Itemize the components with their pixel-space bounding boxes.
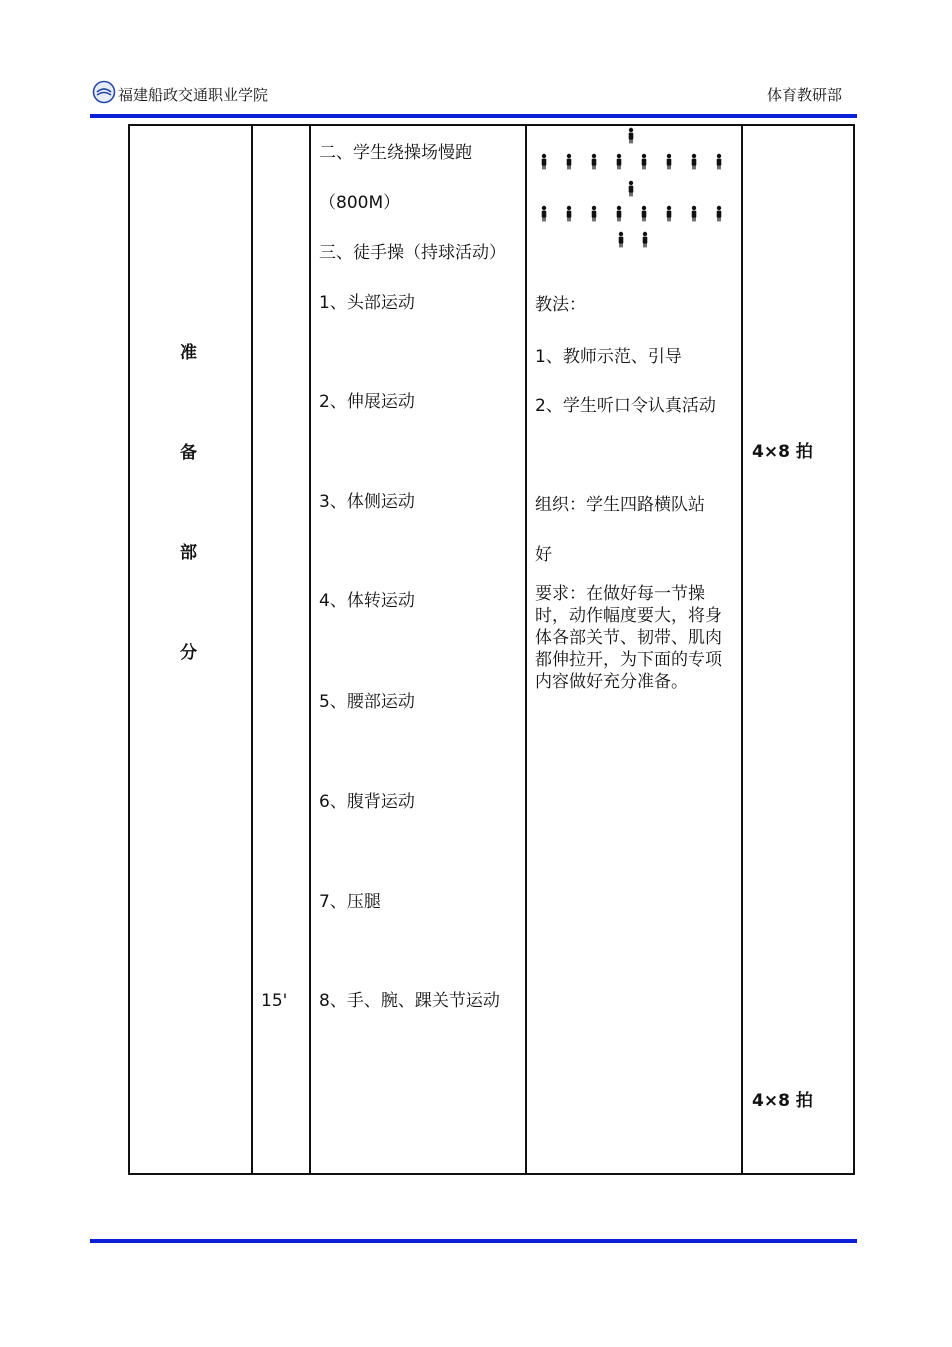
beats-value: 4×8 拍 bbox=[752, 442, 813, 462]
header-divider bbox=[90, 114, 857, 118]
time-cell bbox=[253, 124, 311, 1175]
person-icon bbox=[717, 206, 722, 222]
section-char: 备 bbox=[180, 443, 197, 463]
content-item: 6、腹背运动 bbox=[319, 792, 415, 812]
content-item: 3、体侧运动 bbox=[319, 492, 415, 512]
person-icon bbox=[629, 128, 634, 144]
content-item: 二、学生绕操场慢跑 bbox=[319, 143, 472, 163]
content-item: 1、头部运动 bbox=[319, 293, 415, 313]
person-icon bbox=[592, 206, 597, 222]
content-item: 5、腰部运动 bbox=[319, 692, 415, 712]
method-step: 2、学生听口令认真活动 bbox=[535, 396, 716, 416]
person-icon bbox=[667, 154, 672, 170]
section-cell bbox=[128, 124, 253, 1175]
content-item: 4、体转运动 bbox=[319, 591, 415, 611]
department-name: 体育教研部 bbox=[766, 86, 842, 104]
person-icon bbox=[619, 232, 624, 248]
person-icon bbox=[692, 206, 697, 222]
person-icon bbox=[567, 154, 572, 170]
school-name: 福建船政交通职业学院 bbox=[118, 86, 269, 104]
person-icon bbox=[617, 154, 622, 170]
section-char: 准 bbox=[180, 343, 197, 363]
person-icon bbox=[717, 154, 722, 170]
time-value: 15' bbox=[261, 991, 288, 1011]
organization-text: 组织：学生四路横队站 bbox=[535, 495, 705, 515]
section-char: 分 bbox=[180, 643, 197, 663]
person-icon bbox=[629, 181, 634, 197]
person-icon bbox=[692, 154, 697, 170]
person-icon bbox=[567, 206, 572, 222]
method-step: 1、教师示范、引导 bbox=[535, 347, 682, 367]
requirement-text: 要求：在做好每一节操时，动作幅度要大，将身体各部关节、韧带、肌肉都伸拉开，为下面的专项内容做好充分准备。 bbox=[535, 584, 722, 692]
content-item: 7、压腿 bbox=[319, 892, 381, 912]
section-char: 部 bbox=[180, 543, 197, 563]
lesson-plan-table bbox=[128, 124, 855, 1175]
content-item: 三、徒手操（持球活动） bbox=[319, 243, 506, 263]
header-school bbox=[92, 74, 268, 104]
content-cell bbox=[311, 124, 527, 1175]
formation-diagram bbox=[527, 126, 743, 252]
method-cell bbox=[527, 124, 743, 1175]
person-icon bbox=[643, 232, 648, 248]
person-icon bbox=[667, 206, 672, 222]
organization-text: 好 bbox=[535, 545, 552, 565]
school-logo-icon bbox=[92, 80, 116, 104]
content-item: 8、手、腕、踝关节运动 bbox=[319, 991, 500, 1011]
beats-value: 4×8 拍 bbox=[752, 1091, 813, 1111]
person-icon bbox=[642, 154, 647, 170]
content-item: （800M） bbox=[319, 193, 401, 213]
method-title: 教法： bbox=[535, 295, 586, 315]
person-icon bbox=[642, 206, 647, 222]
person-icon bbox=[617, 206, 622, 222]
content-item: 2、伸展运动 bbox=[319, 392, 415, 412]
person-icon bbox=[542, 206, 547, 222]
person-icon bbox=[592, 154, 597, 170]
footer-divider bbox=[90, 1239, 857, 1243]
person-icon bbox=[542, 154, 547, 170]
beats-cell bbox=[743, 124, 855, 1175]
